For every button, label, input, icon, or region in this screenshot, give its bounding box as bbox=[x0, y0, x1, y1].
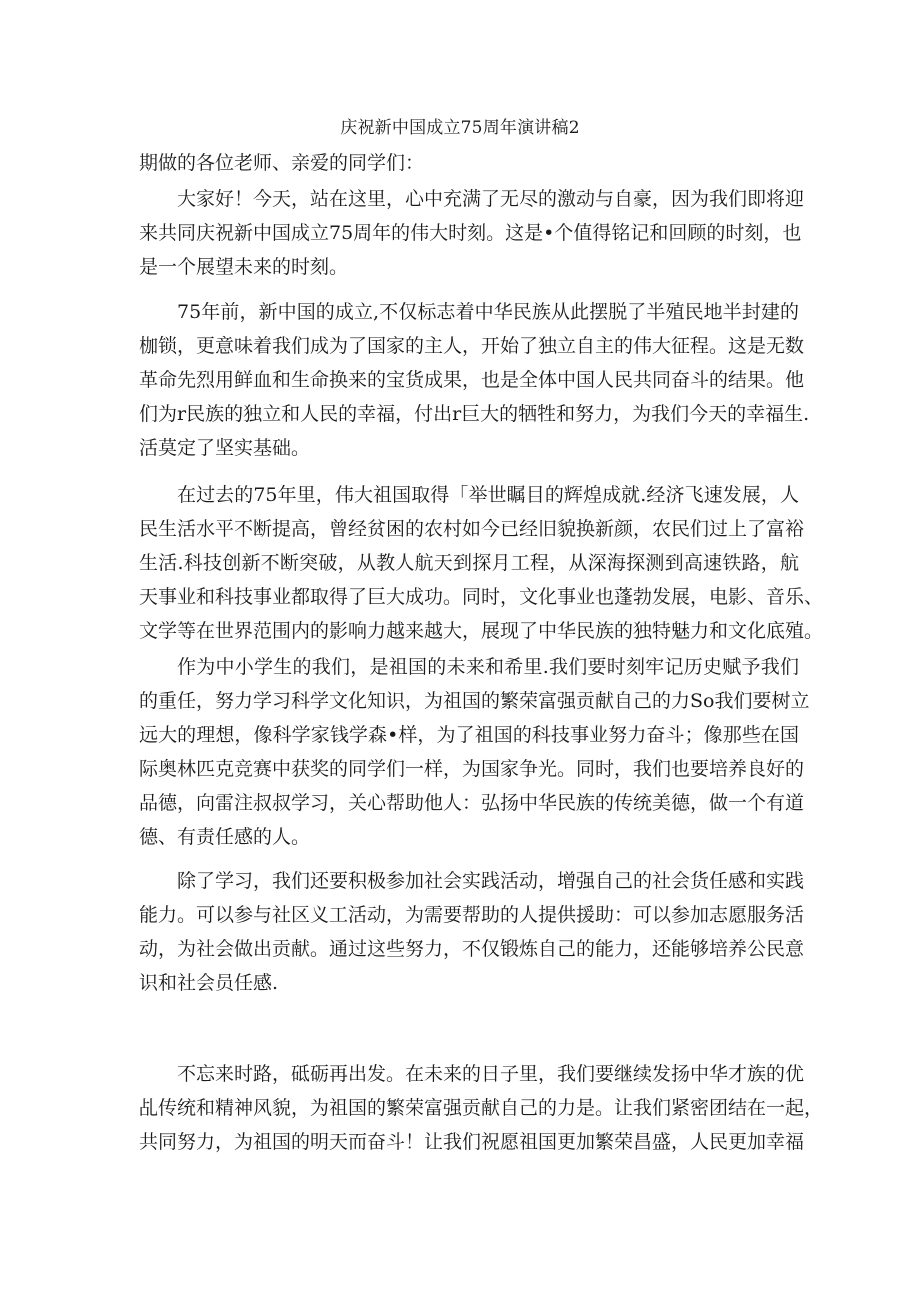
paragraph-line: 在过去的75年里，伟大祖国取得「举世瞩目的辉煌成就.经济飞速发展，人 bbox=[177, 484, 799, 506]
paragraph-line: 大家好！今天，站在这里，心中充满了无尽的激动与自豪，因为我们即将迎 bbox=[177, 188, 805, 210]
paragraph-line: 革命先烈用鲜血和生命换来的宝货成果，也是全体中国人民共同奋斗的结果。他 bbox=[139, 369, 805, 391]
paragraph-line: 际奥林匹克竞赛中获奖的同学们一样，为国家争光。同时，我们也要培养良好的 bbox=[139, 758, 805, 780]
paragraph-5 bbox=[139, 864, 805, 1000]
paragraph-line: 能力。可以参与社区义工活动，为需要帮助的人提供援助：可以参加志愿服务活 bbox=[139, 904, 805, 926]
paragraph-line: 识和社会员任感. bbox=[139, 972, 279, 994]
paragraph-line: 天事业和科技事业都取得了巨大成功。同时，文化事业也蓬勃发展，电影、音乐、 bbox=[139, 586, 824, 608]
paragraph-1 bbox=[139, 182, 805, 284]
document-title: 庆祝新中国成立75周年演讲稿2 bbox=[340, 118, 580, 138]
paragraph-line: 们为r民族的独立和人民的幸福，付出r巨大的牺牲和努力，为我们今天的幸福生. bbox=[139, 403, 810, 425]
paragraph-line: 品德，向雷注叔叔学习，关心帮助他人：弘扬中华民族的传统美德，做一个有道 bbox=[139, 792, 805, 814]
salutation: 期做的各位老师、亲爱的同学们： bbox=[139, 152, 425, 174]
paragraph-4 bbox=[139, 650, 810, 854]
paragraph-line: 除了学习，我们还要积极参加社会实践活动，增强自己的社会货任感和实践 bbox=[177, 870, 805, 892]
paragraph-line: 活莫定了坚实基础。 bbox=[139, 437, 311, 459]
paragraph-3 bbox=[139, 478, 824, 648]
paragraph-line: 乩传统和精神风貌，为祖国的繁荣富强贡献自己的力是。让我们紧密团结在一起， bbox=[139, 1097, 824, 1119]
paragraph-line: 是一个展望未来的时刻。 bbox=[139, 256, 349, 278]
paragraph-line: 德、有责任感的人。 bbox=[139, 826, 311, 848]
paragraph-line: 动，为社会做出贡献。通过这些努力，不仅锻炼自己的能力，还能够培养公民意 bbox=[139, 938, 805, 960]
paragraph-line: 文学等在世界范围内的影响力越来越大，展现了中华民族的独特魅力和文化底殖。 bbox=[139, 620, 824, 642]
paragraph-line: 作为中小学生的我们，是祖国的未来和希里.我们要时刻牢记历史赋予我们 bbox=[177, 656, 799, 678]
paragraph-line: 的重任，努力学习科学文化知识，为祖国的繁荣富强贡献自己的力So我们要树立 bbox=[139, 690, 810, 712]
paragraph-line: 来共同庆祝新中国成立75周年的伟大时刻。这是•个值得铭记和回顾的时刻，也 bbox=[139, 222, 802, 244]
paragraph-2 bbox=[139, 295, 810, 465]
paragraph-line: 生活.科技创新不断突破，从教人航天到探月工程，从深海探测到高速铁路，航 bbox=[139, 552, 799, 574]
paragraph-6 bbox=[139, 1057, 824, 1159]
paragraph-line: 枷锁，更意味着我们成为了国家的主人，开始了独立自主的伟大征程。这是无数 bbox=[139, 335, 805, 357]
paragraph-line: 远大的理想，像科学家钱学森•样，为了祖国的科技事业努力奋斗；像那些在国 bbox=[139, 724, 799, 746]
paragraph-line: 共同努力，为祖国的明天而奋斗！让我们祝愿祖国更加繁荣昌盛，人民更加幸福 bbox=[139, 1131, 805, 1153]
paragraph-line: 75年前，新中国的成立,不仅标志着中华民族从此摆脱了半殖民地半封建的 bbox=[177, 301, 799, 323]
paragraph-line: 民生活水平不断提高，曾经贫困的农村如今已经旧貌换新颜，农民们过上了富裕 bbox=[139, 518, 805, 540]
paragraph-line: 不忘来时路，砥砺再出发。在未来的日子里，我们要继续发扬中华才族的优 bbox=[177, 1063, 805, 1085]
